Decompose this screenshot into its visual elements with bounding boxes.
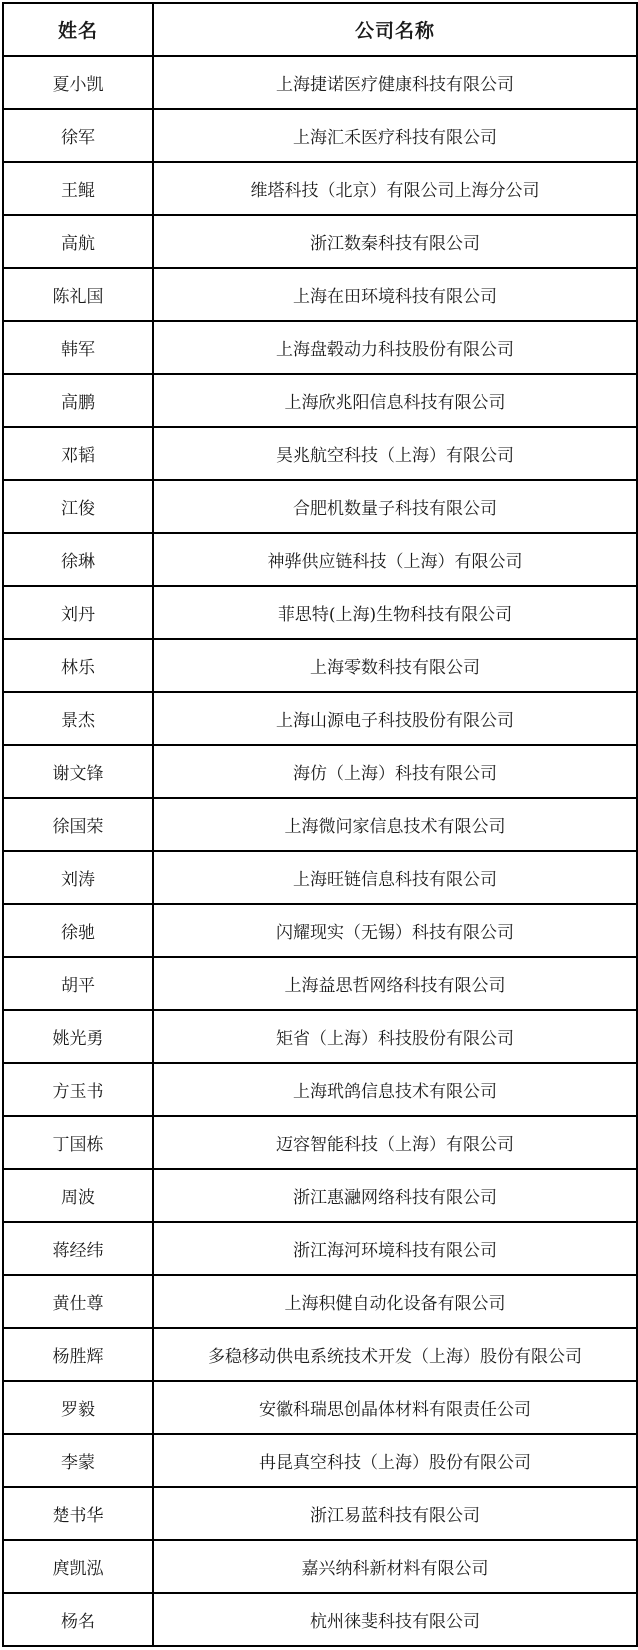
company-cell: 浙江惠瀜网络科技有限公司 [153, 1169, 637, 1222]
company-cell: 海仿（上海）科技有限公司 [153, 745, 637, 798]
company-cell: 多稳移动供电系统技术开发（上海）股份有限公司 [153, 1328, 637, 1381]
table-row [3, 1487, 637, 1540]
table-row [3, 427, 637, 480]
table-row [3, 1275, 637, 1328]
company-cell: 上海盘毂动力科技股份有限公司 [153, 321, 637, 374]
name-cell: 方玉书 [3, 1063, 153, 1116]
name-cell: 邓韬 [3, 427, 153, 480]
table-row [3, 215, 637, 268]
company-cell: 嘉兴纳科新材料有限公司 [153, 1540, 637, 1593]
table-row [3, 798, 637, 851]
table-row [3, 1434, 637, 1487]
table-row [3, 904, 637, 957]
company-cell: 菲思特(上海)生物科技有限公司 [153, 586, 637, 639]
table-row [3, 162, 637, 215]
company-cell: 上海山源电子科技股份有限公司 [153, 692, 637, 745]
name-cell: 谢文锋 [3, 745, 153, 798]
name-cell: 罗毅 [3, 1381, 153, 1434]
company-cell: 浙江易蓝科技有限公司 [153, 1487, 637, 1540]
company-cell: 神骅供应链科技（上海）有限公司 [153, 533, 637, 586]
company-cell: 上海旺链信息科技有限公司 [153, 851, 637, 904]
name-cell: 李蒙 [3, 1434, 153, 1487]
table-row [3, 1063, 637, 1116]
name-cell: 韩军 [3, 321, 153, 374]
name-cell: 王鲲 [3, 162, 153, 215]
company-cell: 合肥机数量子科技有限公司 [153, 480, 637, 533]
name-cell: 徐军 [3, 109, 153, 162]
name-cell: 黄仕尊 [3, 1275, 153, 1328]
name-cell: 蒋经纬 [3, 1222, 153, 1275]
company-cell: 浙江数秦科技有限公司 [153, 215, 637, 268]
table-row [3, 1222, 637, 1275]
name-cell: 林乐 [3, 639, 153, 692]
table-row [3, 56, 637, 109]
name-cell: 楚书华 [3, 1487, 153, 1540]
table-row [3, 745, 637, 798]
name-cell: 胡平 [3, 957, 153, 1010]
name-cell: 姚光勇 [3, 1010, 153, 1063]
table-row [3, 109, 637, 162]
company-cell: 上海微问家信息技术有限公司 [153, 798, 637, 851]
table-row [3, 480, 637, 533]
name-cell: 徐国荣 [3, 798, 153, 851]
table-row [3, 1169, 637, 1222]
name-cell: 夏小凯 [3, 56, 153, 109]
table-row [3, 1328, 637, 1381]
name-cell: 丁国栋 [3, 1116, 153, 1169]
table-row [3, 1540, 637, 1593]
company-cell: 上海欣兆阳信息科技有限公司 [153, 374, 637, 427]
header-row [3, 3, 637, 56]
name-cell: 杨名 [3, 1593, 153, 1646]
name-cell: 高航 [3, 215, 153, 268]
company-cell: 矩省（上海）科技股份有限公司 [153, 1010, 637, 1063]
table-row [3, 1593, 637, 1646]
header-company: 公司名称 [153, 3, 637, 56]
table-row [3, 321, 637, 374]
name-cell: 徐驰 [3, 904, 153, 957]
name-cell: 景杰 [3, 692, 153, 745]
name-cell: 刘丹 [3, 586, 153, 639]
name-cell: 陈礼国 [3, 268, 153, 321]
name-cell: 周波 [3, 1169, 153, 1222]
company-cell: 浙江海河环境科技有限公司 [153, 1222, 637, 1275]
company-cell: 维塔科技（北京）有限公司上海分公司 [153, 162, 637, 215]
company-cell: 上海在田环境科技有限公司 [153, 268, 637, 321]
company-cell: 上海零数科技有限公司 [153, 639, 637, 692]
name-cell: 杨胜辉 [3, 1328, 153, 1381]
name-cell: 徐琳 [3, 533, 153, 586]
table-row [3, 1116, 637, 1169]
table-row [3, 692, 637, 745]
company-cell: 昊兆航空科技（上海）有限公司 [153, 427, 637, 480]
company-cell: 杭州徕斐科技有限公司 [153, 1593, 637, 1646]
name-company-table [2, 2, 638, 1647]
name-cell: 庹凯泓 [3, 1540, 153, 1593]
company-cell: 上海玳鸽信息技术有限公司 [153, 1063, 637, 1116]
table-row [3, 1381, 637, 1434]
header-name: 姓名 [3, 3, 153, 56]
name-cell: 江俊 [3, 480, 153, 533]
table-row [3, 586, 637, 639]
name-cell: 刘涛 [3, 851, 153, 904]
table-row [3, 533, 637, 586]
name-cell: 高鹏 [3, 374, 153, 427]
company-cell: 上海积健自动化设备有限公司 [153, 1275, 637, 1328]
company-cell: 迈容智能科技（上海）有限公司 [153, 1116, 637, 1169]
table-row [3, 374, 637, 427]
table-row [3, 639, 637, 692]
table-row [3, 268, 637, 321]
company-cell: 闪耀现实（无锡）科技有限公司 [153, 904, 637, 957]
company-cell: 冉昆真空科技（上海）股份有限公司 [153, 1434, 637, 1487]
company-cell: 上海汇禾医疗科技有限公司 [153, 109, 637, 162]
table-row [3, 851, 637, 904]
company-cell: 上海益思哲网络科技有限公司 [153, 957, 637, 1010]
table-row [3, 1010, 637, 1063]
table-row [3, 957, 637, 1010]
company-cell: 上海捷诺医疗健康科技有限公司 [153, 56, 637, 109]
company-cell: 安徽科瑞思创晶体材料有限责任公司 [153, 1381, 637, 1434]
